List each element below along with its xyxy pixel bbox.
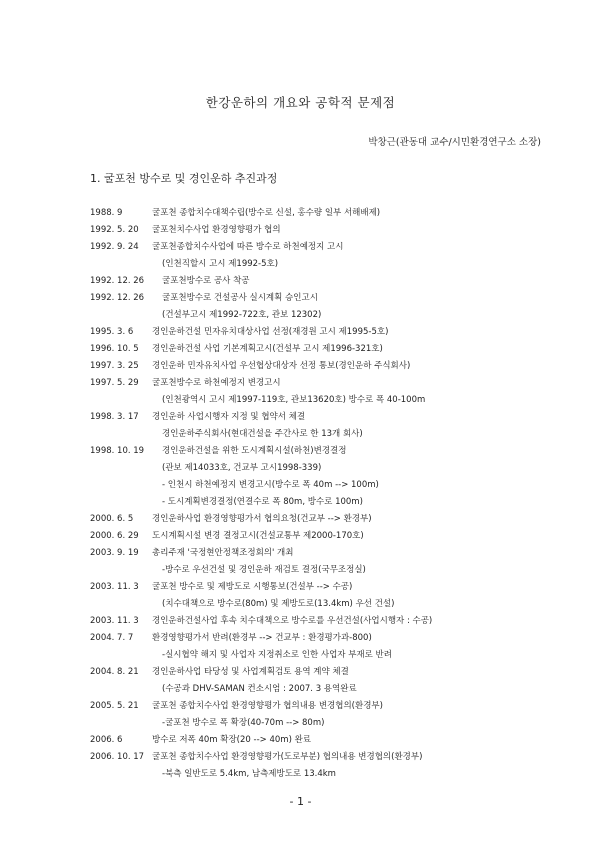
timeline-entry <box>90 341 570 358</box>
timeline-entry <box>90 307 570 324</box>
entry-date: 1997. 3. 25 <box>90 361 139 371</box>
section-heading: 1. 굴포천 방수로 및 경인운하 추진과정 <box>90 172 278 185</box>
timeline-entry <box>90 477 570 494</box>
entry-text: 굴포천 방수로 및 제방도로 시행통보(건설부 --> 수공) <box>152 582 353 592</box>
timeline-entry <box>90 647 570 664</box>
entry-text: 경인운하사업 환경영향평가서 협의요청(건교부 --> 환경부) <box>152 514 372 524</box>
timeline-entry <box>90 205 570 222</box>
entry-date: 1998. 10. 19 <box>90 446 145 456</box>
entry-date: 2005. 5. 21 <box>90 701 139 711</box>
entry-date: 1988. 9 <box>90 208 123 218</box>
entry-date: 2003. 9. 19 <box>90 548 139 558</box>
timeline-entry <box>90 579 570 596</box>
timeline-entry <box>90 392 570 409</box>
timeline-entry <box>90 528 570 545</box>
entry-text: (관보 제14033호, 건교부 고시1998-339) <box>162 463 322 473</box>
timeline-entry <box>90 766 570 783</box>
entry-date: 1995. 3. 6 <box>90 327 134 337</box>
timeline-entry <box>90 460 570 477</box>
timeline-entry <box>90 613 570 630</box>
entry-text: - 도시계획변경결정(연결수로 폭 80m, 방수로 100m) <box>162 497 363 507</box>
entry-text: 총리주재 '국정현안정책조정회의' 개최 <box>152 548 294 558</box>
entry-text: 경인운하건설 사업 기본계획고시(건설부 고시 제1996-321호) <box>152 344 383 354</box>
entry-text: 환경영향평가서 반려(환경부 --> 건교부 : 환경평가과-800) <box>152 633 372 643</box>
timeline-entry <box>90 290 570 307</box>
timeline-entry <box>90 239 570 256</box>
entry-date: 1997. 5. 29 <box>90 378 139 388</box>
entry-date: 1992. 12. 26 <box>90 276 145 286</box>
entry-text: -굴포천 방수로 폭 확장(40-70m --> 80m) <box>162 718 325 728</box>
entry-date: 1992. 12. 26 <box>90 293 145 303</box>
entry-text: 굴포천종합치수사업에 따른 방수로 하천예정지 고시 <box>152 242 344 252</box>
timeline-entry <box>90 273 570 290</box>
entry-text: (치수대책으로 방수로(80m) 및 제방도로(13.4km) 우선 건설) <box>162 599 395 609</box>
entry-date: 2003. 11. 3 <box>90 582 139 592</box>
entry-date: 1998. 3. 17 <box>90 412 139 422</box>
entry-text: - 인천시 하천예정지 변경고시(방수로 폭 40m --> 100m) <box>162 480 379 490</box>
entry-text: -실시협약 해지 및 사업자 지정취소로 인한 사업자 부재로 반려 <box>162 650 392 660</box>
entry-text: -북측 일반도로 5.4km, 남측제방도로 13.4km <box>162 769 336 779</box>
entry-text: 방수로 저폭 40m 확장(20 --> 40m) 완료 <box>152 735 312 745</box>
author-line: 박창근(관동대 교수/시민환경연구소 소장) <box>368 137 541 148</box>
timeline-entry <box>90 664 570 681</box>
entry-date: 2004. 8. 21 <box>90 667 139 677</box>
timeline-entry <box>90 358 570 375</box>
timeline-entry <box>90 630 570 647</box>
entry-text: 굴포천방수로 하천예정지 변경고시 <box>152 378 281 388</box>
entry-text: 굴포천방수로 건설공사 실시계획 승인고시 <box>162 293 318 303</box>
timeline-entry <box>90 375 570 392</box>
entry-date: 2004. 7. 7 <box>90 633 134 643</box>
entry-text: 경인운하 민자유치사업 우선협상대상자 선정 통보(경인운하 주식회사) <box>152 361 411 371</box>
timeline-entry <box>90 715 570 732</box>
entry-text: 굴포천 종합치수사업 환경영향평가(도로부분) 협의내용 변경협의(환경부) <box>152 752 423 762</box>
entry-text: 경인운하건설을 위한 도시계획시설(하천)변경결정 <box>162 446 347 456</box>
entry-text: 경인운하주식회사(현대건설을 주간사로 한 13개 회사) <box>162 429 363 439</box>
entry-date: 1992. 5. 20 <box>90 225 139 235</box>
entry-text: (인천광역시 고시 제1997-119호, 관보13620호) 방수로 폭 40-100m <box>162 395 426 405</box>
entry-text: -방수로 우선건설 및 경인운하 재검토 결정(국무조정실) <box>162 565 366 575</box>
timeline-entry <box>90 562 570 579</box>
entry-date: 2000. 6. 29 <box>90 531 139 541</box>
timeline-entry <box>90 511 570 528</box>
timeline-entry <box>90 545 570 562</box>
entry-date: 1996. 10. 5 <box>90 344 139 354</box>
page-number: - 1 - <box>289 795 312 808</box>
timeline-entry <box>90 732 570 749</box>
entry-date: 2003. 11. 3 <box>90 616 139 626</box>
entry-text: (건설부고시 제1992-722호, 관보 12302) <box>162 310 322 320</box>
timeline-list <box>90 205 570 783</box>
timeline-entry <box>90 222 570 239</box>
entry-text: 굴포천방수로 공사 착공 <box>162 276 250 286</box>
entry-text: 경인운하사업 타당성 및 사업계획검토 용역 계약 체결 <box>152 667 349 677</box>
entry-date: 2006. 10. 17 <box>90 752 145 762</box>
entry-text: (수공과 DHV-SAMAN 컨소시엄 : 2007. 3 용역완료 <box>162 684 357 694</box>
entry-date: 2000. 6. 5 <box>90 514 134 524</box>
entry-text: 도시계획시설 변경 결정고시(건설교통부 제2000-170호) <box>152 531 364 541</box>
entry-text: 경인운하건설사업 후속 치수대책으로 방수로를 우선건설(사업시행자 : 수공) <box>152 616 433 626</box>
entry-text: 굴포천치수사업 환경영향평가 협의 <box>152 225 281 235</box>
timeline-entry <box>90 256 570 273</box>
timeline-entry <box>90 596 570 613</box>
entry-date: 1992. 9. 24 <box>90 242 139 252</box>
timeline-entry <box>90 749 570 766</box>
timeline-entry <box>90 494 570 511</box>
document-title: 한강운하의 개요와 공학적 문제점 <box>205 95 396 110</box>
timeline-entry <box>90 324 570 341</box>
timeline-entry <box>90 681 570 698</box>
entry-text: 굴포천 종합치수대책수립(방수로 신설, 홍수량 일부 서해배제) <box>152 208 381 218</box>
timeline-entry <box>90 698 570 715</box>
entry-text: 굴포천 종합치수사업 환경영향평가 협의내용 변경협의(환경부) <box>152 701 383 711</box>
timeline-entry <box>90 426 570 443</box>
entry-text: 경인운하건설 민자유치대상사업 선정(재경원 고시 제1995-5호) <box>152 327 389 337</box>
entry-text: (인천직할시 고시 제1992-5호) <box>162 259 279 269</box>
entry-text: 경인운하 사업시행자 지정 및 협약서 체결 <box>152 412 306 422</box>
timeline-entry <box>90 409 570 426</box>
entry-date: 2006. 6 <box>90 735 123 745</box>
timeline-entry <box>90 443 570 460</box>
